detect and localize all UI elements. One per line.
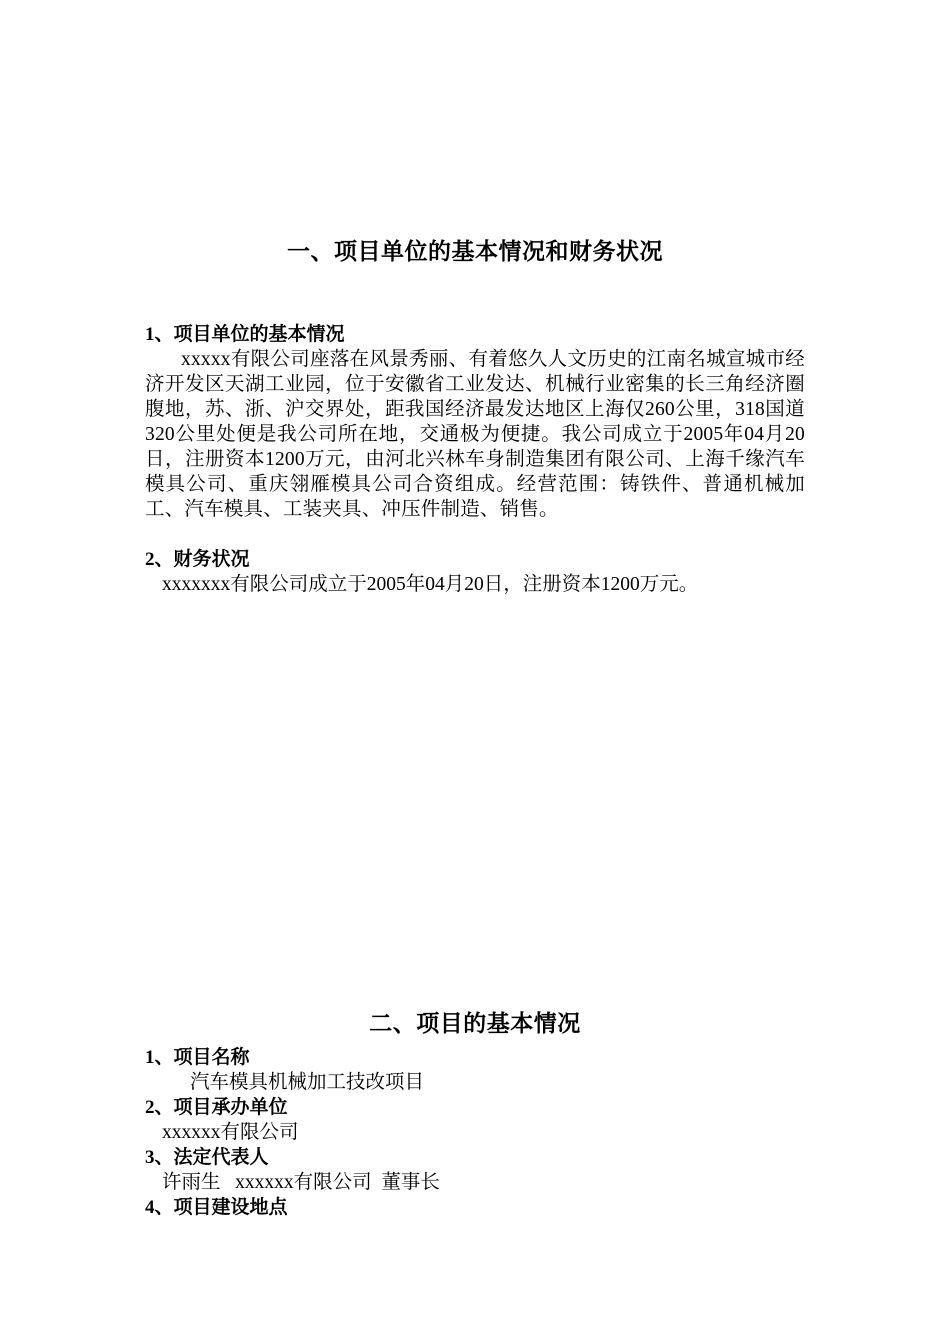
project-undertaker-title: 2、项目承办单位 [145,1097,288,1118]
project-name-value: 汽车模具机械加工技改项目 [190,1072,425,1093]
section-2-title: 二、项目的基本情况 [369,1011,581,1036]
project-undertaker-value: xxxxxx有限公司 [162,1122,299,1143]
subsection-financial-title: 2、财务状况 [145,549,250,570]
section-1-title: 一、项目单位的基本情况和财务状况 [287,239,663,264]
subsection-basic-info-title: 1、项目单位的基本情况 [145,324,345,345]
legal-representative-value: 许雨生 xxxxxx有限公司 董事长 [162,1172,440,1193]
financial-paragraph: xxxxxxx有限公司成立于2005年04月20日，注册资本1200万元。 [162,574,699,595]
legal-representative-title: 3、法定代表人 [145,1147,269,1168]
basic-info-paragraph: xxxxx有限公司座落在风景秀丽、有着悠久人文历史的江南名城宣城市经济开发区天湖工业园，位于安徽省工业发达、机械行业密集的长三角经济圈腹地，苏、浙、沪交界处，距我国经济最发达地区上海仅260公里，318国道320公里处便是我公司所在地，交通极为便捷。我公司成立于2005年04月20日，注册资本1200万元，由河北兴林车身制造集团有限公司、上海千缘汽车模具公司、重庆翎雁模具公司合资组成。经营范围：铸铁件、普通机械加工、汽车模具、工装夹具、冲压件制造、销售。 [145,349,805,520]
project-name-title: 1、项目名称 [145,1047,250,1068]
project-location-title: 4、项目建设地点 [145,1197,288,1218]
